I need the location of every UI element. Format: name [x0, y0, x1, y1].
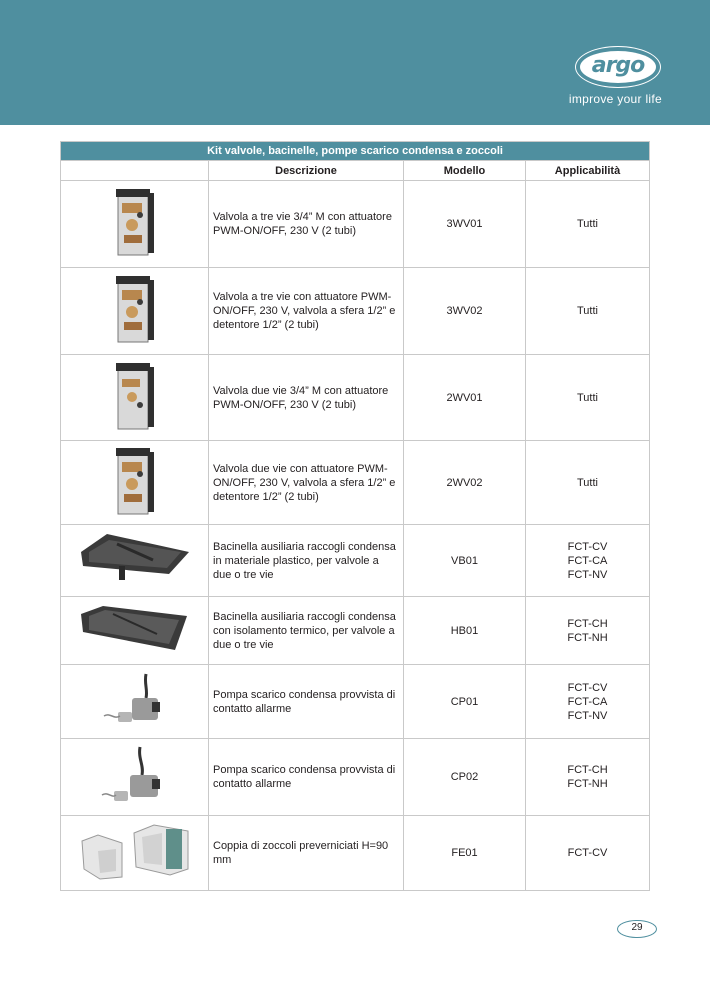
base-feet-image	[78, 821, 192, 881]
row-applicability	[526, 181, 650, 268]
row-description: Bacinella ausiliaria raccogli condensa in materiale plastico, per valvole a due o tre vie	[209, 525, 404, 597]
row-model: HB01	[404, 597, 526, 665]
table-row	[61, 739, 650, 816]
applicability-item: FCT-NV	[567, 568, 608, 581]
table-row	[61, 441, 650, 525]
product-image-cell	[61, 816, 209, 891]
product-image-cell	[61, 441, 209, 525]
valve-unit-image	[110, 359, 160, 433]
argo-logo	[575, 46, 663, 90]
condensate-pump-image	[100, 670, 170, 730]
row-description: Pompa scarico condensa provvista di contatto allarme	[209, 739, 404, 816]
table-row	[61, 525, 650, 597]
row-applicability	[526, 816, 650, 891]
table-row	[61, 597, 650, 665]
row-model: 2WV01	[404, 355, 526, 441]
product-image-cell	[61, 525, 209, 597]
condensate-pump-image	[100, 743, 170, 807]
header-description: Descrizione	[209, 161, 404, 181]
row-applicability	[526, 739, 650, 816]
table-row	[61, 355, 650, 441]
product-image-cell	[61, 268, 209, 355]
applicability-item: FCT-CA	[567, 695, 608, 708]
row-model: CP02	[404, 739, 526, 816]
row-model: CP01	[404, 665, 526, 739]
row-model: 3WV02	[404, 268, 526, 355]
row-description: Valvola due vie 3/4” M con attuatore PWM-ON/OFF, 230 V (2 tubi)	[209, 355, 404, 441]
product-image-cell	[61, 181, 209, 268]
table-title: Kit valvole, bacinelle, pompe scarico condensa e zoccoli	[61, 142, 650, 161]
applicability-item: Tutti	[577, 218, 598, 230]
valve-unit-image	[110, 444, 160, 518]
valve-unit-image	[110, 272, 160, 346]
row-model: 2WV02	[404, 441, 526, 525]
applicability-item: FCT-NH	[567, 778, 608, 790]
page-number-text: 29	[631, 922, 643, 933]
applicability-item: FCT-CV	[567, 540, 608, 553]
applicability-item: FCT-CH	[567, 617, 608, 630]
applicability-item: Tutti	[577, 391, 598, 404]
accessories-table	[60, 141, 650, 891]
row-applicability	[526, 355, 650, 441]
row-applicability	[526, 665, 650, 739]
product-image-cell	[61, 597, 209, 665]
applicability-item: FCT-NV	[567, 709, 608, 722]
product-image-cell	[61, 355, 209, 441]
row-applicability	[526, 597, 650, 665]
table-row	[61, 181, 650, 268]
row-description: Valvola a tre vie con attuatore PWM-ON/OFF, 230 V, valvola a sfera 1/2” e detentore 1/2” (2 tubi)	[209, 268, 404, 355]
applicability-item: FCT-CV	[567, 847, 608, 859]
insulated-pan-image	[79, 602, 191, 656]
header-applicability: Applicabilità	[526, 161, 650, 181]
table-title-row	[61, 142, 650, 161]
row-description: Valvola due vie con attuatore PWM-ON/OFF, 230 V, valvola a sfera 1/2” e detentore 1/2” (2 tubi)	[209, 441, 404, 525]
row-description: Valvola a tre vie 3/4” M con attuatore PWM-ON/OFF, 230 V (2 tubi)	[209, 181, 404, 268]
row-description: Bacinella ausiliaria raccogli condensa con isolamento termico, per valvole a due o tre vie	[209, 597, 404, 665]
applicability-item: FCT-CH	[567, 764, 608, 776]
table-row	[61, 816, 650, 891]
row-model: VB01	[404, 525, 526, 597]
product-image-cell	[61, 665, 209, 739]
row-applicability	[526, 441, 650, 525]
row-description: Coppia di zoccoli preverniciati H=90 mm	[209, 816, 404, 891]
applicability-item: FCT-CA	[567, 554, 608, 567]
valve-unit-image	[110, 185, 160, 259]
page-number	[617, 920, 657, 938]
applicability-item: FCT-NH	[567, 631, 608, 644]
header-model: Modello	[404, 161, 526, 181]
table-header-row	[61, 161, 650, 181]
product-image-cell	[61, 739, 209, 816]
logo-text: argo	[591, 53, 645, 78]
row-model: FE01	[404, 816, 526, 891]
applicability-item: Tutti	[577, 476, 598, 489]
header-image	[61, 161, 209, 181]
row-applicability	[526, 525, 650, 597]
tagline: improve your life	[568, 92, 662, 106]
header-banner	[0, 0, 710, 125]
table-row	[61, 268, 650, 355]
table-row	[61, 665, 650, 739]
row-description: Pompa scarico condensa provvista di contatto allarme	[209, 665, 404, 739]
row-applicability	[526, 268, 650, 355]
applicability-item: FCT-CV	[567, 681, 608, 694]
drain-pan-image	[77, 530, 193, 588]
row-model: 3WV01	[404, 181, 526, 268]
applicability-item: Tutti	[577, 305, 598, 317]
